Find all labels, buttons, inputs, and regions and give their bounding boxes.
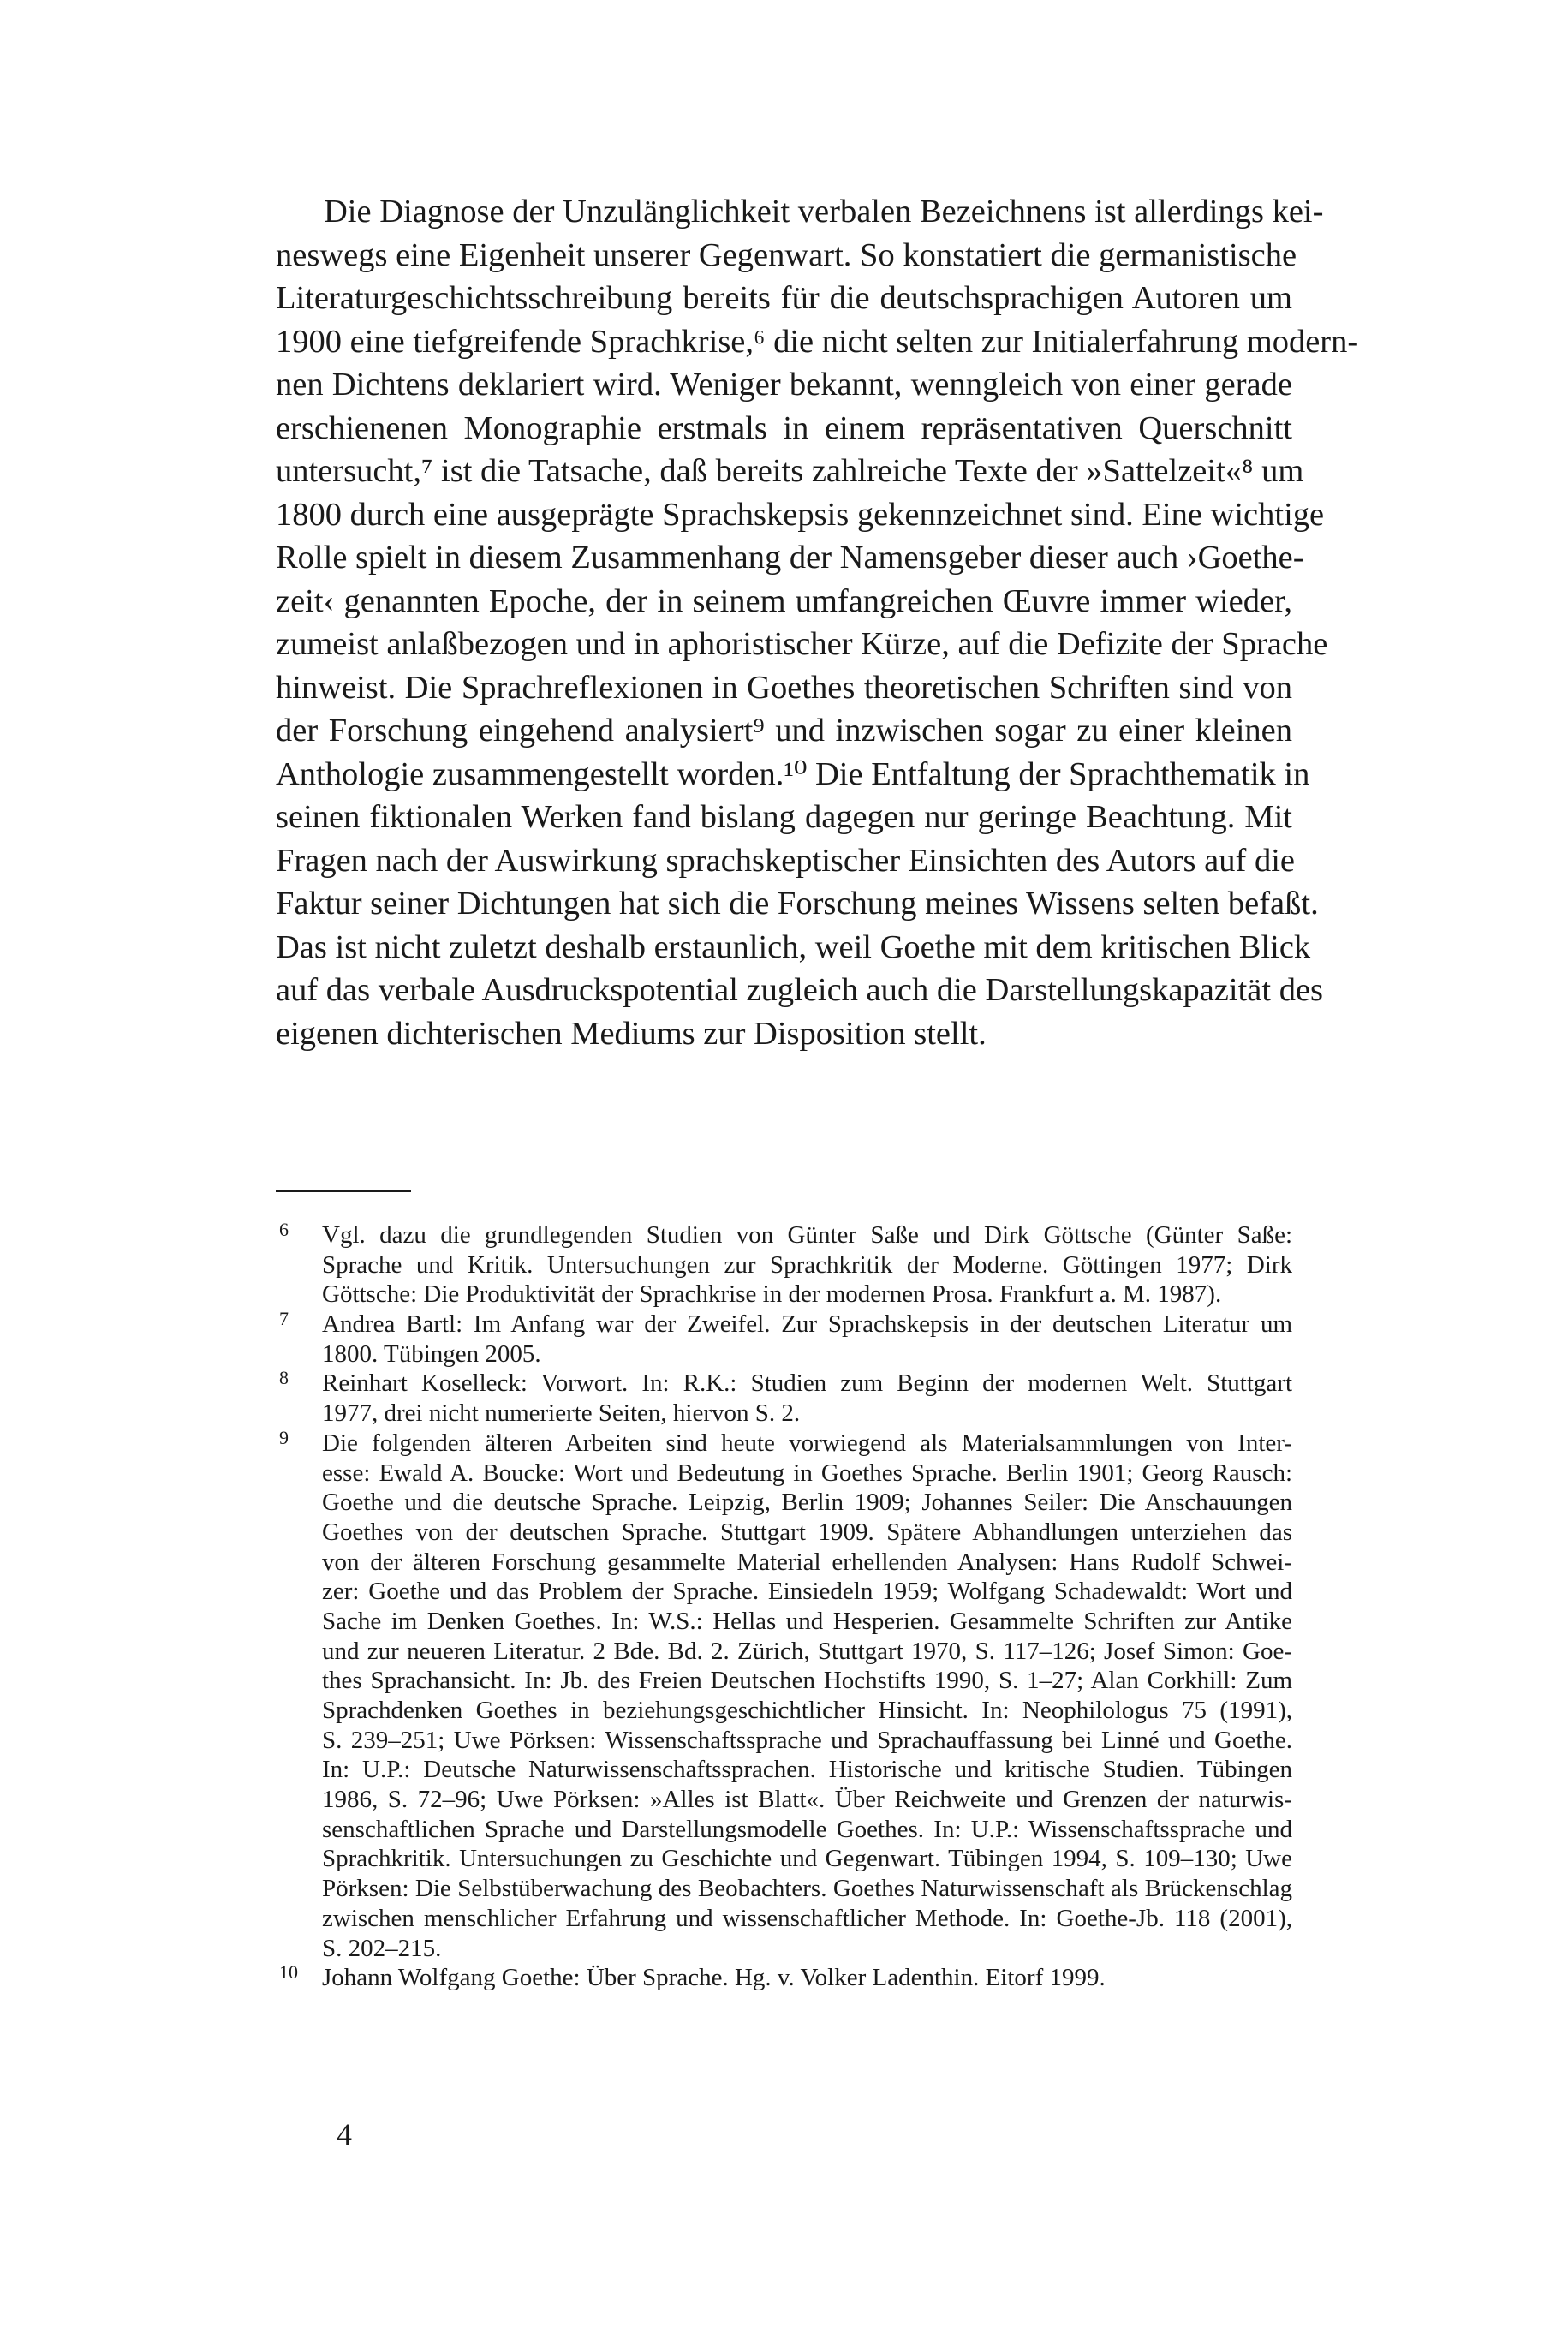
footnote-line: Goethe und die deutsche Sprache. Leipzig, Berlin 1909; Johannes Seiler: Die Anschauungen	[322, 1489, 1292, 1517]
footnote-line: Pörksen: Die Selbstüberwachung des Beobachters. Goethes Naturwissenschaft als Brückenschlag	[322, 1875, 1292, 1903]
footnote-6	[276, 1220, 1292, 1310]
footnote-line: Reinhart Koselleck: Vorwort. In: R.K.: Studien zum Beginn der modernen Welt. Stuttgart	[322, 1369, 1292, 1398]
footnote-line: senschaftlichen Sprache und Darstellungsmodelle Goethes. In: U.P.: Wissenschaftssprache und	[322, 1815, 1292, 1843]
paragraph-line: untersucht,⁷ ist die Tatsache, daß bereits zahlreiche Texte der »Sattelzeit«⁸ um	[276, 453, 1304, 489]
paragraph-line: neswegs eine Eigenheit unserer Gegenwart. So konstatiert die germanistische	[276, 236, 1297, 273]
footnote-line: Johann Wolfgang Goethe: Über Sprache. Hg. v. Volker Ladenthin. Eitorf 1999.	[322, 1964, 1106, 1992]
footnote-line: Sache im Denken Goethes. In: W.S.: Hellas und Hesperien. Gesammelte Schriften zur Antike	[322, 1607, 1292, 1635]
footnote-line: Die folgenden älteren Arbeiten sind heute vorwiegend als Materialsammlungen von Inter-	[322, 1429, 1292, 1457]
paragraph-line: zumeist anlaßbezogen und in aphoristischer Kürze, auf die Defizite der Sprache	[276, 626, 1328, 662]
footnote-line: Andrea Bartl: Im Anfang war der Zweifel. Zur Sprachskepsis in der deutschen Literatur um	[322, 1310, 1292, 1339]
paragraph-line: auf das verbale Ausdruckspotential zugleich auch die Darstellungskapazität des	[276, 972, 1324, 1008]
paragraph-line: erschienenen Monographie erstmals in einem repräsentativen Querschnitt	[276, 409, 1292, 446]
page-number: 4	[337, 2117, 352, 2151]
footnote-number: 6	[279, 1219, 289, 1240]
paragraph-line: Literaturgeschichtsschreibung bereits für die deutschsprachigen Autoren um	[276, 280, 1292, 316]
footnote-line: zer: Goethe und das Problem der Sprache. Einsiedeln 1959; Wolfgang Schadewaldt: Wort und	[322, 1578, 1292, 1606]
paragraph-line: der Forschung eingehend analysiert⁹ und inzwischen sogar zu einer kleinen	[276, 713, 1292, 749]
paragraph-line: Faktur seiner Dichtungen hat sich die Forschung meines Wissens selten befaßt.	[276, 886, 1319, 922]
main-paragraph	[276, 190, 1359, 1055]
footnote-line: Sprachkritik. Untersuchungen zu Geschichte und Gegenwart. Tübingen 1994, S. 109–130; Uwe	[322, 1845, 1292, 1873]
paragraph-line: Rolle spielt in diesem Zusammenhang der Namensgeber dieser auch ›Goethe-	[276, 540, 1304, 576]
paragraph-line: hinweist. Die Sprachreflexionen in Goethes theoretischen Schriften sind von	[276, 669, 1292, 706]
paragraph-line: 1900 eine tiefgreifende Sprachkrise,⁶ die nicht selten zur Initialerfahrung modern-	[276, 323, 1359, 360]
footnote-line: Sprachdenken Goethes in beziehungsgeschichtlicher Hinsicht. In: Neophilologus 75 (1991),	[322, 1697, 1292, 1724]
paragraph-line: eigenen dichterischen Mediums zur Disposition stellt.	[276, 1015, 987, 1052]
footnote-line: 1977, drei nicht numerierte Seiten, hiervon S. 2.	[322, 1399, 801, 1428]
footnote-line: von der älteren Forschung gesammelte Material erhellenden Analysen: Hans Rudolf Schwei-	[322, 1548, 1292, 1576]
footnote-number: 9	[279, 1426, 289, 1448]
paragraph-line: Anthologie zusammengestellt worden.¹⁰ Die Entfaltung der Sprachthematik in	[276, 755, 1310, 792]
footnote-line: Vgl. dazu die grundlegenden Studien von Günter Saße und Dirk Göttsche (Günter Saße:	[322, 1221, 1292, 1249]
paragraph-line: nen Dichtens deklariert wird. Weniger bekannt, wenngleich von einer gerade	[276, 367, 1292, 403]
footnote-line: S. 202–215.	[322, 1934, 442, 1962]
footnote-line: 1986, S. 72–96; Uwe Pörksen: »Alles ist Blatt«. Über Reichweite und Grenzen der naturwis-	[322, 1786, 1292, 1814]
paragraph-line: zeit‹ genannten Epoche, der in seinem umfangreichen Œuvre immer wieder,	[276, 582, 1292, 619]
footnote-line: und zur neueren Literatur. 2 Bde. Bd. 2. Zürich, Stuttgart 1970, S. 117–126; Josef Simon: Goe-	[322, 1637, 1292, 1665]
footnotes-section	[276, 1220, 1292, 1993]
footnote-9	[276, 1426, 1292, 1963]
footnote-line: zwischen menschlicher Erfahrung und wissenschaftlicher Methode. In: Goethe-Jb. 118 (2001),	[322, 1904, 1292, 1932]
footnote-line: In: U.P.: Deutsche Naturwissenschaftssprachen. Historische und kritische Studien. Tübingen	[322, 1756, 1292, 1784]
footnote-7	[276, 1310, 1292, 1369]
footnote-10	[276, 1963, 1292, 1993]
footnote-number: 10	[279, 1961, 298, 1984]
footnote-line: esse: Ewald A. Boucke: Wort und Bedeutung in Goethes Sprache. Berlin 1901; Georg Rausch:	[322, 1459, 1292, 1487]
footnote-line: 1800. Tübingen 2005.	[322, 1340, 541, 1368]
footnote-line: thes Sprachansicht. In: Jb. des Freien Deutschen Hochstifts 1990, S. 1–27; Alan Corkhill: Zum	[322, 1667, 1292, 1695]
paragraph-line: 1800 durch eine ausgeprägte Sprachskepsis gekennzeichnet sind. Eine wichtige	[276, 496, 1325, 533]
footnote-separator	[276, 1190, 411, 1192]
paragraph-line: Das ist nicht zuletzt deshalb erstaunlich, weil Goethe mit dem kritischen Blick	[276, 928, 1311, 965]
footnote-line: Sprache und Kritik. Untersuchungen zur Sprachkritik der Moderne. Göttingen 1977; Dirk	[322, 1250, 1292, 1279]
footnote-line: Goethes von der deutschen Sprache. Stuttgart 1909. Spätere Abhandlungen unterziehen das	[322, 1518, 1292, 1546]
footnote-line: S. 239–251; Uwe Pörksen: Wissenschaftssprache und Sprachauffassung bei Linné und Goethe.	[322, 1726, 1292, 1754]
paragraph-line: Die Diagnose der Unzulänglichkeit verbalen Bezeichnens ist allerdings kei-	[324, 194, 1324, 230]
paragraph-line: seinen fiktionalen Werken fand bislang dagegen nur geringe Beachtung. Mit	[276, 799, 1292, 835]
footnote-8	[276, 1369, 1292, 1428]
footnote-line: Göttsche: Die Produktivität der Sprachkrise in der modernen Prosa. Frankfurt a. M. 1987).	[322, 1280, 1222, 1309]
paragraph-line: Fragen nach der Auswirkung sprachskeptischer Einsichten des Autors auf die	[276, 842, 1295, 879]
footnote-number: 8	[279, 1367, 289, 1389]
footnote-number: 7	[279, 1308, 289, 1330]
